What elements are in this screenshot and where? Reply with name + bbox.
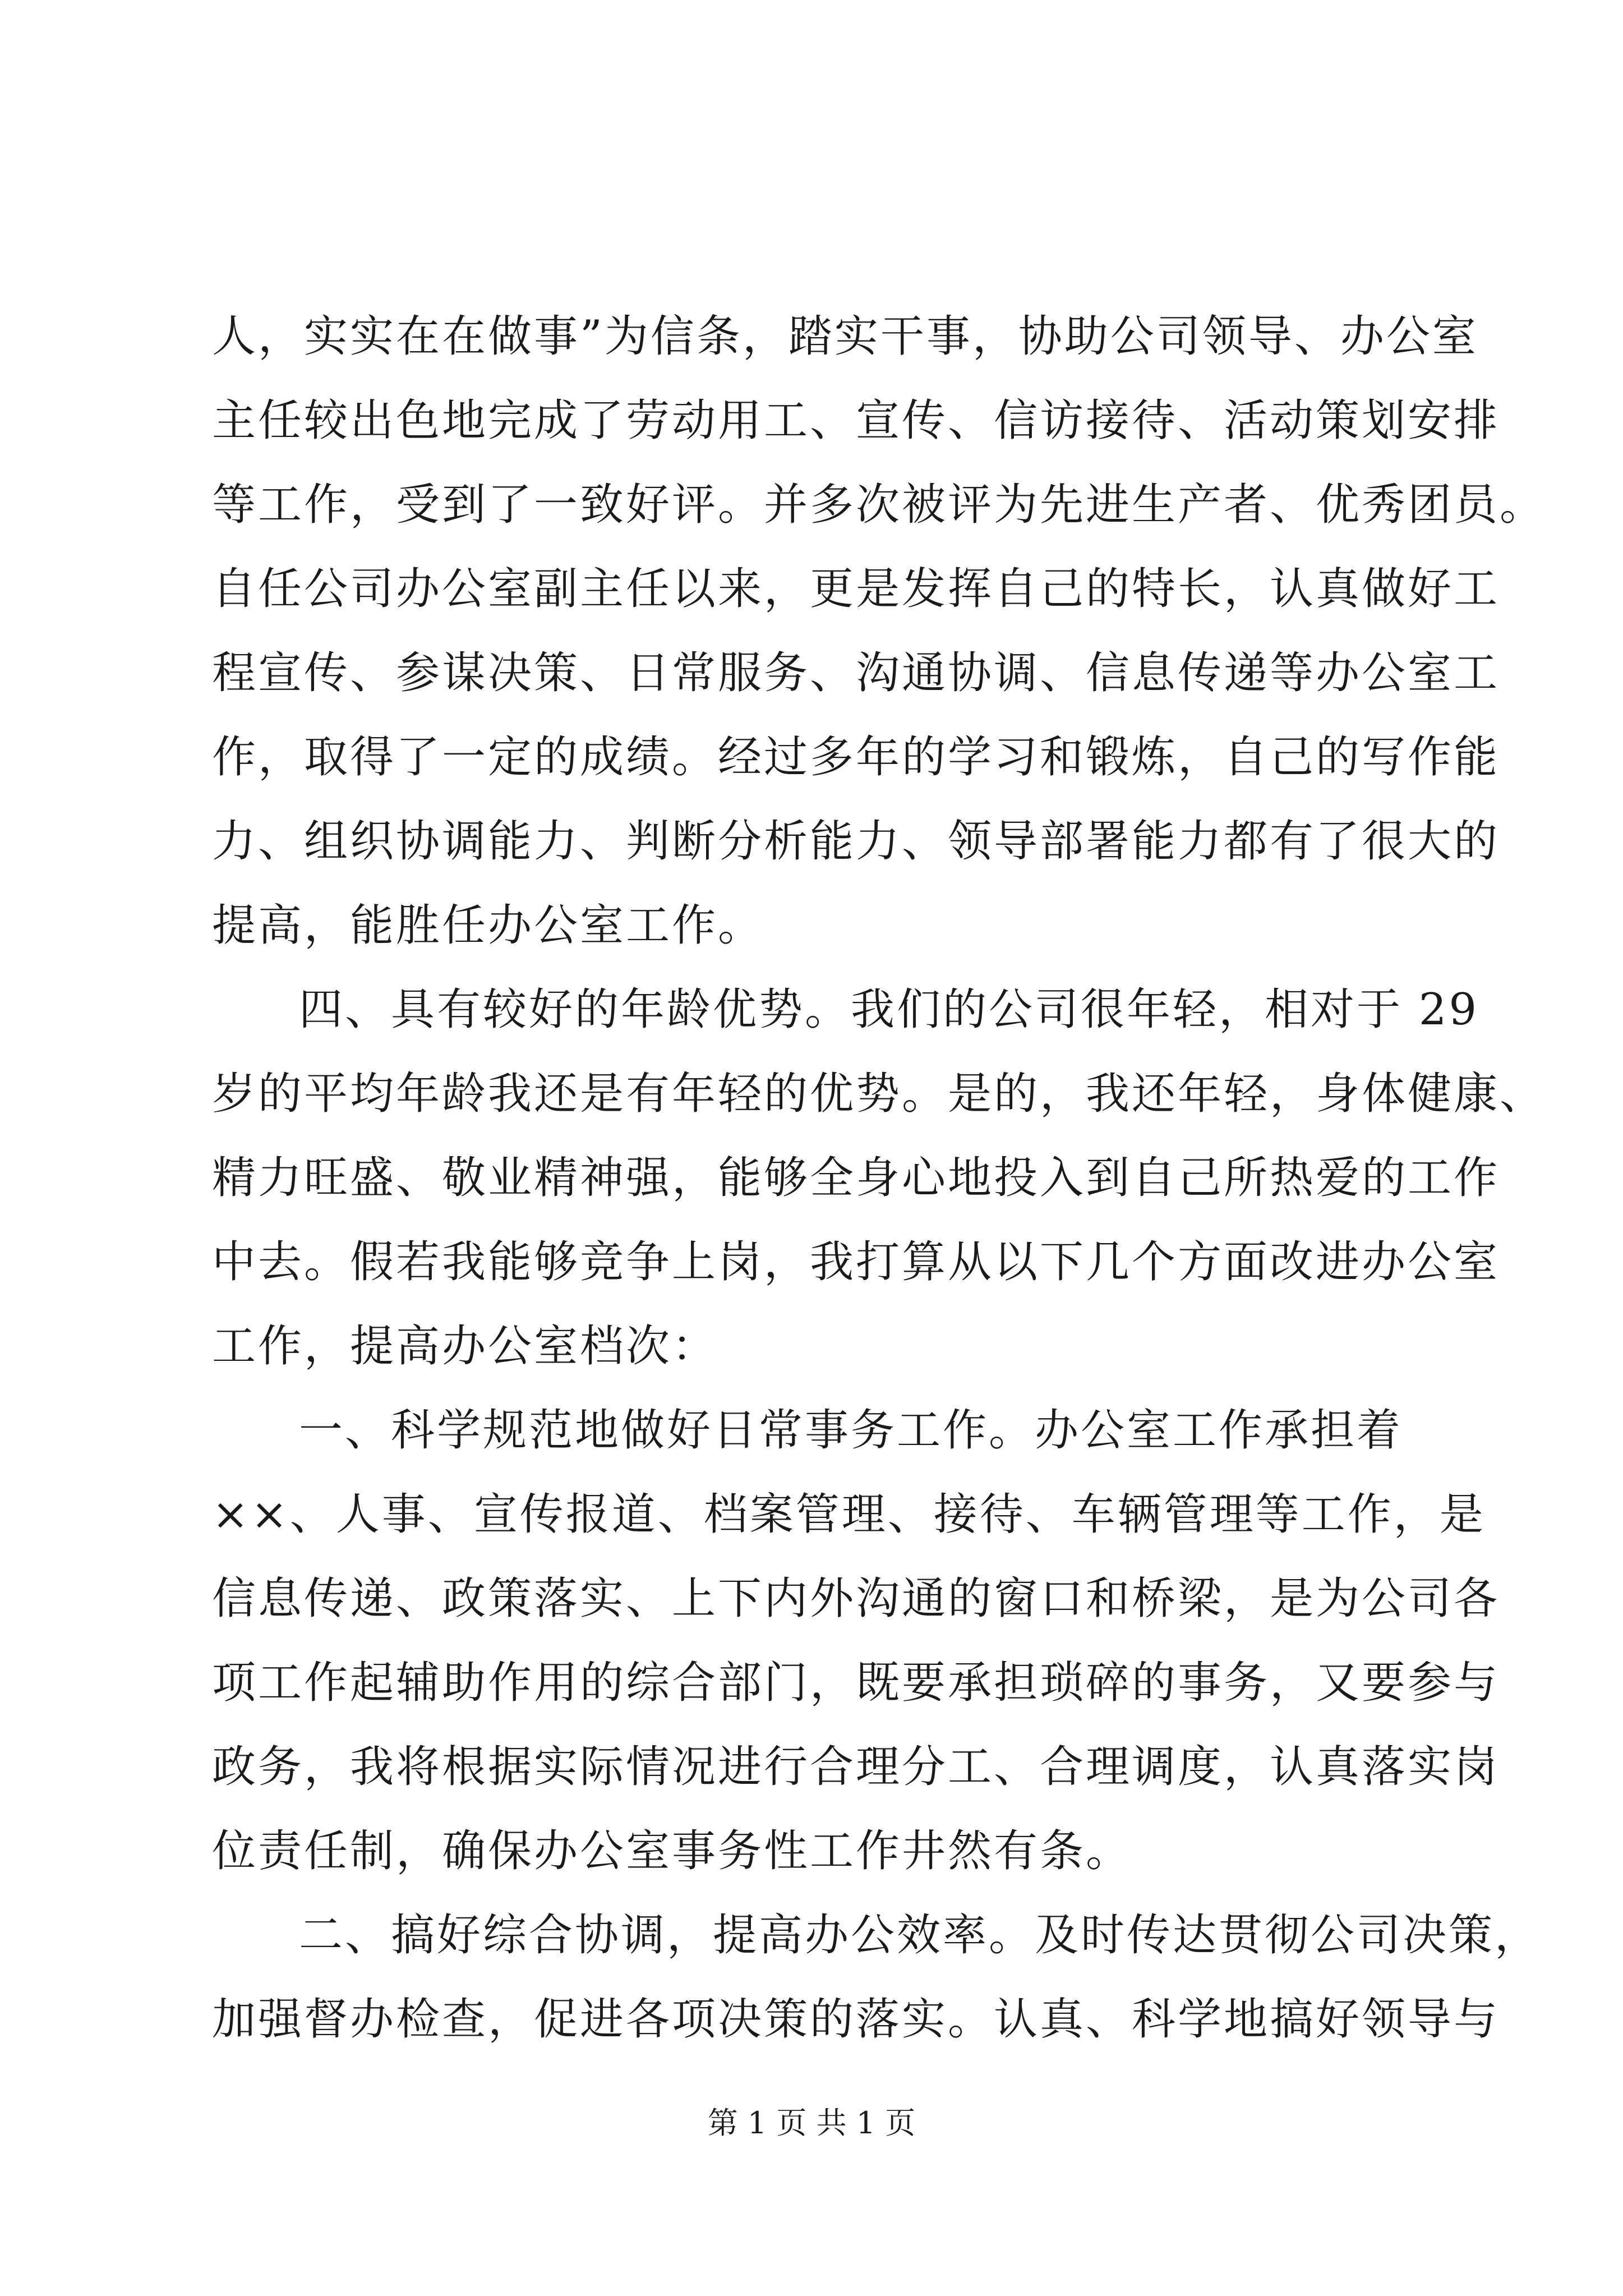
text-line: 主任较出色地完成了劳动用工、宣传、信访接待、活动策划安排 [212,395,1500,446]
text-line: 中去。假若我能够竞争上岗，我打算从以下几个方面改进办公室 [212,1237,1500,1287]
text-line: ××、人事、宣传报道、档案管理、接待、车辆管理等工作，是 [212,1489,1486,1540]
text-line: 提高，能胜任办公室工作。 [212,900,764,951]
paragraph-start-line: 一、科学规范地做好日常事务工作。办公室工作承担着 [299,1405,1403,1456]
page-number-footer: 第 1 页 共 1 页 [707,2105,916,2141]
text-line: 等工作，受到了一致好评。并多次被评为先进生产者、优秀团员。 [212,480,1546,530]
text-line: 信息传递、政策落实、上下内外沟通的窗口和桥梁，是为公司各 [212,1573,1500,1624]
paragraph-start-line: 二、搞好综合协调，提高办公效率。及时传达贯彻公司决策， [299,1910,1541,1961]
text-line: 精力旺盛、敬业精神强，能够全身心地投入到自己所热爱的工作 [212,1153,1500,1203]
text-line: 人，实实在在做事”为信条，踏实干事，协助公司领导、办公室 [212,311,1478,362]
text-line: 力、组织协调能力、判断分析能力、领导部署能力都有了很大的 [212,816,1500,867]
text-line: 程宣传、参谋决策、日常服务、沟通协调、信息传递等办公室工 [212,648,1500,698]
paragraph-start-line: 四、具有较好的年龄优势。我们的公司很年轻，相对于 29 [299,984,1479,1035]
text-line: 岁的平均年龄我还是有年轻的优势。是的，我还年轻，身体健康、 [212,1069,1546,1119]
text-line: 作，取得了一定的成绩。经过多年的学习和锻炼，自己的写作能 [212,732,1500,783]
text-line: 项工作起辅助作用的综合部门，既要承担琐碎的事务，又要参与 [212,1658,1500,1708]
text-line: 自任公司办公室副主任以来，更是发挥自己的特长，认真做好工 [212,564,1500,614]
text-line: 工作，提高办公室档次： [212,1321,718,1372]
text-line: 位责任制，确保办公室事务性工作井然有条。 [212,1826,1132,1876]
text-line: 政务，我将根据实际情况进行合理分工、合理调度，认真落实岗 [212,1742,1500,1792]
text-line: 加强督办检查，促进各项决策的落实。认真、科学地搞好领导与 [212,1994,1500,2045]
